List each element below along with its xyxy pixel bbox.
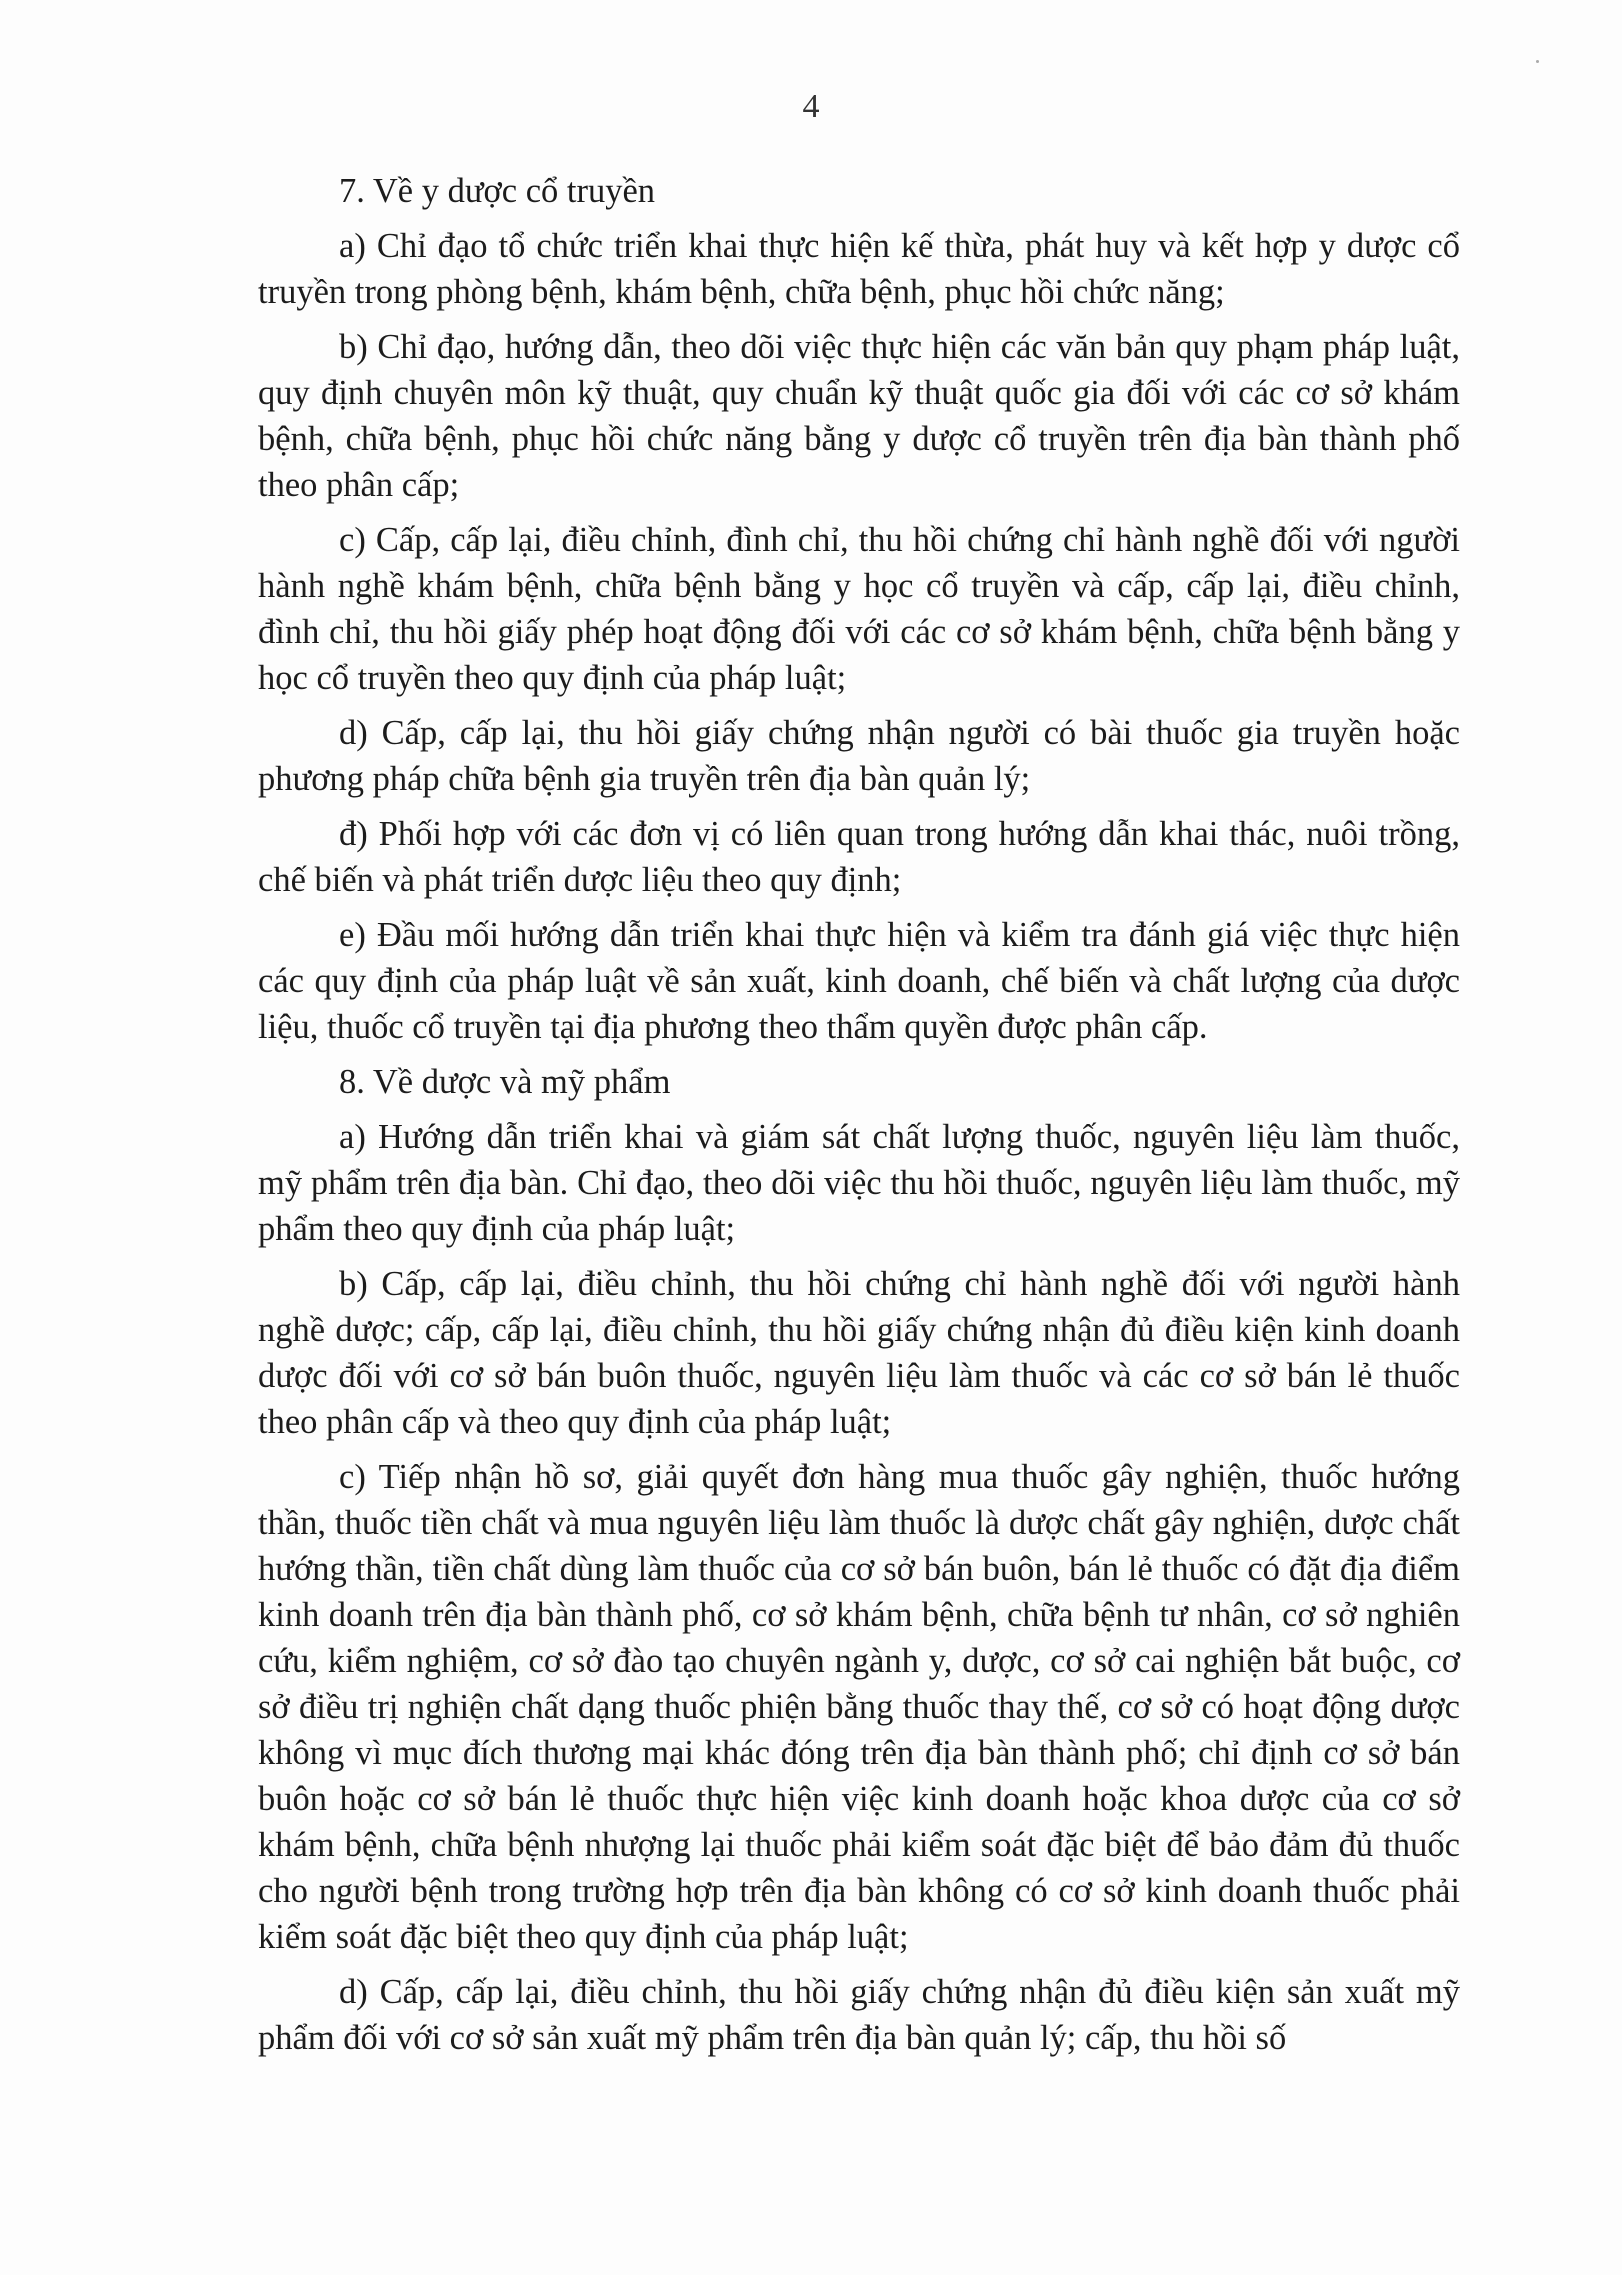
section-8-item-b: b) Cấp, cấp lại, điều chỉnh, thu hồi chứng chỉ hành nghề đối với người hành nghề dược; cấp, cấp lại, điều chỉnh, thu hồi giấy chứng nhận đủ điều kiện kinh doanh dược đối với cơ sở bán buôn thuốc, nguyên liệu làm thuốc và các cơ sở bán lẻ thuốc theo phân cấp và theo quy định của pháp luật;: [258, 1265, 1460, 1441]
section-8-heading: 8. Về dược và mỹ phẩm: [339, 1063, 671, 1101]
section-7-item-dd: đ) Phối hợp với các đơn vị có liên quan trong hướng dẫn khai thác, nuôi trồng, chế biến và phát triển dược liệu theo quy định;: [258, 815, 1460, 899]
section-8-item-c: c) Tiếp nhận hồ sơ, giải quyết đơn hàng mua thuốc gây nghiện, thuốc hướng thần, thuốc tiền chất và mua nguyên liệu làm thuốc là dược chất gây nghiện, dược chất hướng thần, tiền chất dùng làm thuốc của cơ sở bán buôn, bán lẻ thuốc có đặt địa điểm kinh doanh trên địa bàn thành phố, cơ sở khám bệnh, chữa bệnh tư nhân, cơ sở nghiên cứu, kiểm nghiệm, cơ sở đào tạo chuyên ngành y, dược, cơ sở cai nghiện bắt buộc, cơ sở điều trị nghiện chất dạng thuốc phiện bằng thuốc thay thế, cơ sở có hoạt động dược không vì mục đích thương mại khác đóng trên địa bàn thành phố; chỉ định cơ sở bán buôn hoặc cơ sở bán lẻ thuốc thực hiện việc kinh doanh hoặc khoa dược của cơ sở khám bệnh, chữa bệnh nhượng lại thuốc phải kiểm soát đặc biệt để bảo đảm đủ thuốc cho người bệnh trong trường hợp trên địa bàn không có cơ sở kinh doanh thuốc phải kiểm soát đặc biệt theo quy định của pháp luật;: [258, 1458, 1460, 1956]
scan-speck: [1536, 60, 1539, 63]
document-body: [258, 168, 1460, 2070]
section-7-item-e: e) Đầu mối hướng dẫn triển khai thực hiện và kiểm tra đánh giá việc thực hiện các quy định của pháp luật về sản xuất, kinh doanh, chế biến và chất lượng của dược liệu, thuốc cổ truyền tại địa phương theo thẩm quyền được phân cấp.: [258, 916, 1460, 1046]
section-7-item-d: d) Cấp, cấp lại, thu hồi giấy chứng nhận người có bài thuốc gia truyền hoặc phương pháp chữa bệnh gia truyền trên địa bàn quản lý;: [258, 714, 1460, 798]
section-7-item-b: b) Chỉ đạo, hướng dẫn, theo dõi việc thực hiện các văn bản quy phạm pháp luật, quy định chuyên môn kỹ thuật, quy chuẩn kỹ thuật quốc gia đối với các cơ sở khám bệnh, chữa bệnh, phục hồi chức năng bằng y dược cổ truyền trên địa bàn thành phố theo phân cấp;: [258, 328, 1460, 504]
section-8-item-d: d) Cấp, cấp lại, điều chỉnh, thu hồi giấy chứng nhận đủ điều kiện sản xuất mỹ phẩm đối với cơ sở sản xuất mỹ phẩm trên địa bàn quản lý; cấp, thu hồi số: [258, 1973, 1460, 2057]
section-8-item-a: a) Hướng dẫn triển khai và giám sát chất lượng thuốc, nguyên liệu làm thuốc, mỹ phẩm trên địa bàn. Chỉ đạo, theo dõi việc thu hồi thuốc, nguyên liệu làm thuốc, mỹ phẩm theo quy định của pháp luật;: [258, 1118, 1460, 1248]
section-7-heading: 7. Về y dược cổ truyền: [339, 172, 656, 210]
section-7-item-a: a) Chỉ đạo tổ chức triển khai thực hiện kế thừa, phát huy và kết hợp y dược cổ truyền trong phòng bệnh, khám bệnh, chữa bệnh, phục hồi chức năng;: [258, 227, 1460, 311]
section-7-item-c: c) Cấp, cấp lại, điều chỉnh, đình chỉ, thu hồi chứng chỉ hành nghề đối với người hành nghề khám bệnh, chữa bệnh bằng y học cổ truyền và cấp, cấp lại, điều chỉnh, đình chỉ, thu hồi giấy phép hoạt động đối với các cơ sở khám bệnh, chữa bệnh bằng y học cổ truyền theo quy định của pháp luật;: [258, 521, 1460, 697]
page-number: 4: [802, 88, 820, 125]
